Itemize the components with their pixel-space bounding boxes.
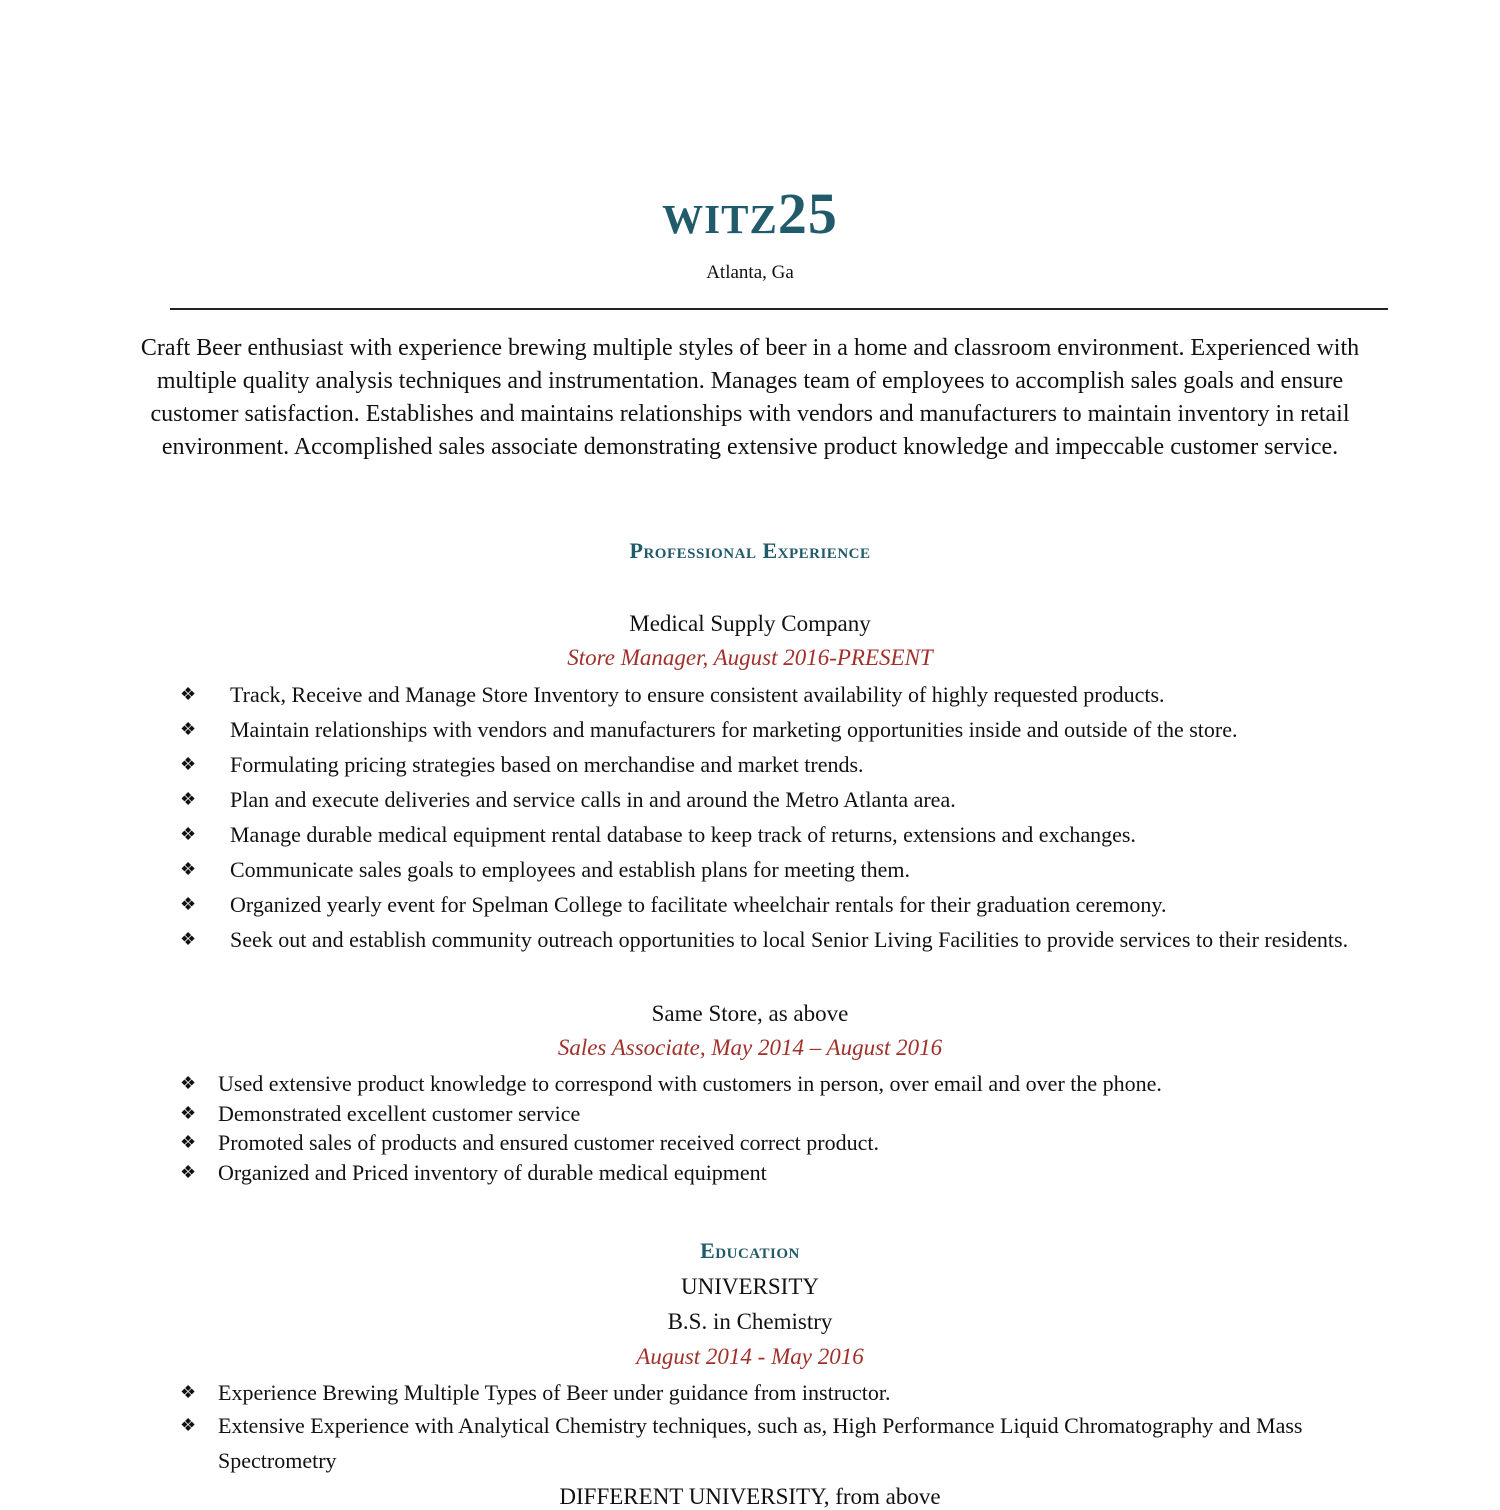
school: UNIVERSITY [681,1274,819,1299]
list-item: ❖ Experience Brewing Multiple Types of Beer under guidance from instructor. [180,1378,1380,1408]
list-item: ❖ Extensive Experience with Analytical Chemistry techniques, such as, High Performance Liquid Chromatography and Mass Spectrometry [180,1408,1380,1478]
job-role: Sales Associate, May 2014 – August 2016 [557,1035,943,1060]
job-bullets [180,1069,1380,1187]
job-role: Store Manager, August 2016-PRESENT [567,645,933,670]
section-heading-education: Education [700,1238,800,1263]
list-item: ❖ Maintain relationships with vendors and manufacturers for marketing opportunities inside and outside of the store. [180,712,1380,747]
list-item: ❖ Manage durable medical equipment rental database to keep track of returns, extensions and exchanges. [180,817,1380,852]
job-bullets [180,677,1380,957]
list-item: ❖ Demonstrated excellent customer service [180,1099,1380,1129]
location: Atlanta, Ga [706,262,794,283]
list-item: ❖ Organized and Priced inventory of durable medical equipment [180,1158,1380,1188]
list-item: ❖ Seek out and establish community outreach opportunities to local Senior Living Facilities to provide services to their residents. [180,922,1380,957]
education-dates: August 2014 - May 2016 [636,1344,864,1369]
resume-name: witz25 [662,181,838,246]
list-item: ❖ Track, Receive and Manage Store Inventory to ensure consistent availability of highly requested products. [180,677,1380,712]
summary: Craft Beer enthusiast with experience brewing multiple styles of beer in a home and classroom environment. Experienced with multiple quality analysis techniques and instrumentation. Manages team of employees to accomplish sales goals and ensure customer satisfaction. Establishes and maintains relationships with vendors and manufacturers to maintain inventory in retail environment. Accomplished sales associate demonstrating extensive product knowledge and impeccable customer service. [140,335,1360,460]
list-item: ❖ Used extensive product knowledge to correspond with customers in person, over email and over the phone. [180,1069,1380,1099]
list-item: ❖ Communicate sales goals to employees and establish plans for meeting them. [180,852,1380,887]
list-item: ❖ Promoted sales of products and ensured customer received correct product. [180,1128,1380,1158]
section-heading-experience: Professional Experience [629,538,871,563]
list-item: ❖ Organized yearly event for Spelman College to facilitate wheelchair rentals for their graduation ceremony. [180,887,1380,922]
education-bullets [180,1378,1380,1478]
list-item: ❖ Formulating pricing strategies based on merchandise and market trends. [180,747,1380,782]
list-item: ❖ Plan and execute deliveries and service calls in and around the Metro Atlanta area. [180,782,1380,817]
degree: B.S. in Chemistry [667,1309,833,1334]
header-divider [170,308,1388,310]
job-org: Medical Supply Company [629,611,871,636]
job-org: Same Store, as above [651,1001,849,1026]
school: DIFFERENT UNIVERSITY, from above [559,1484,941,1509]
